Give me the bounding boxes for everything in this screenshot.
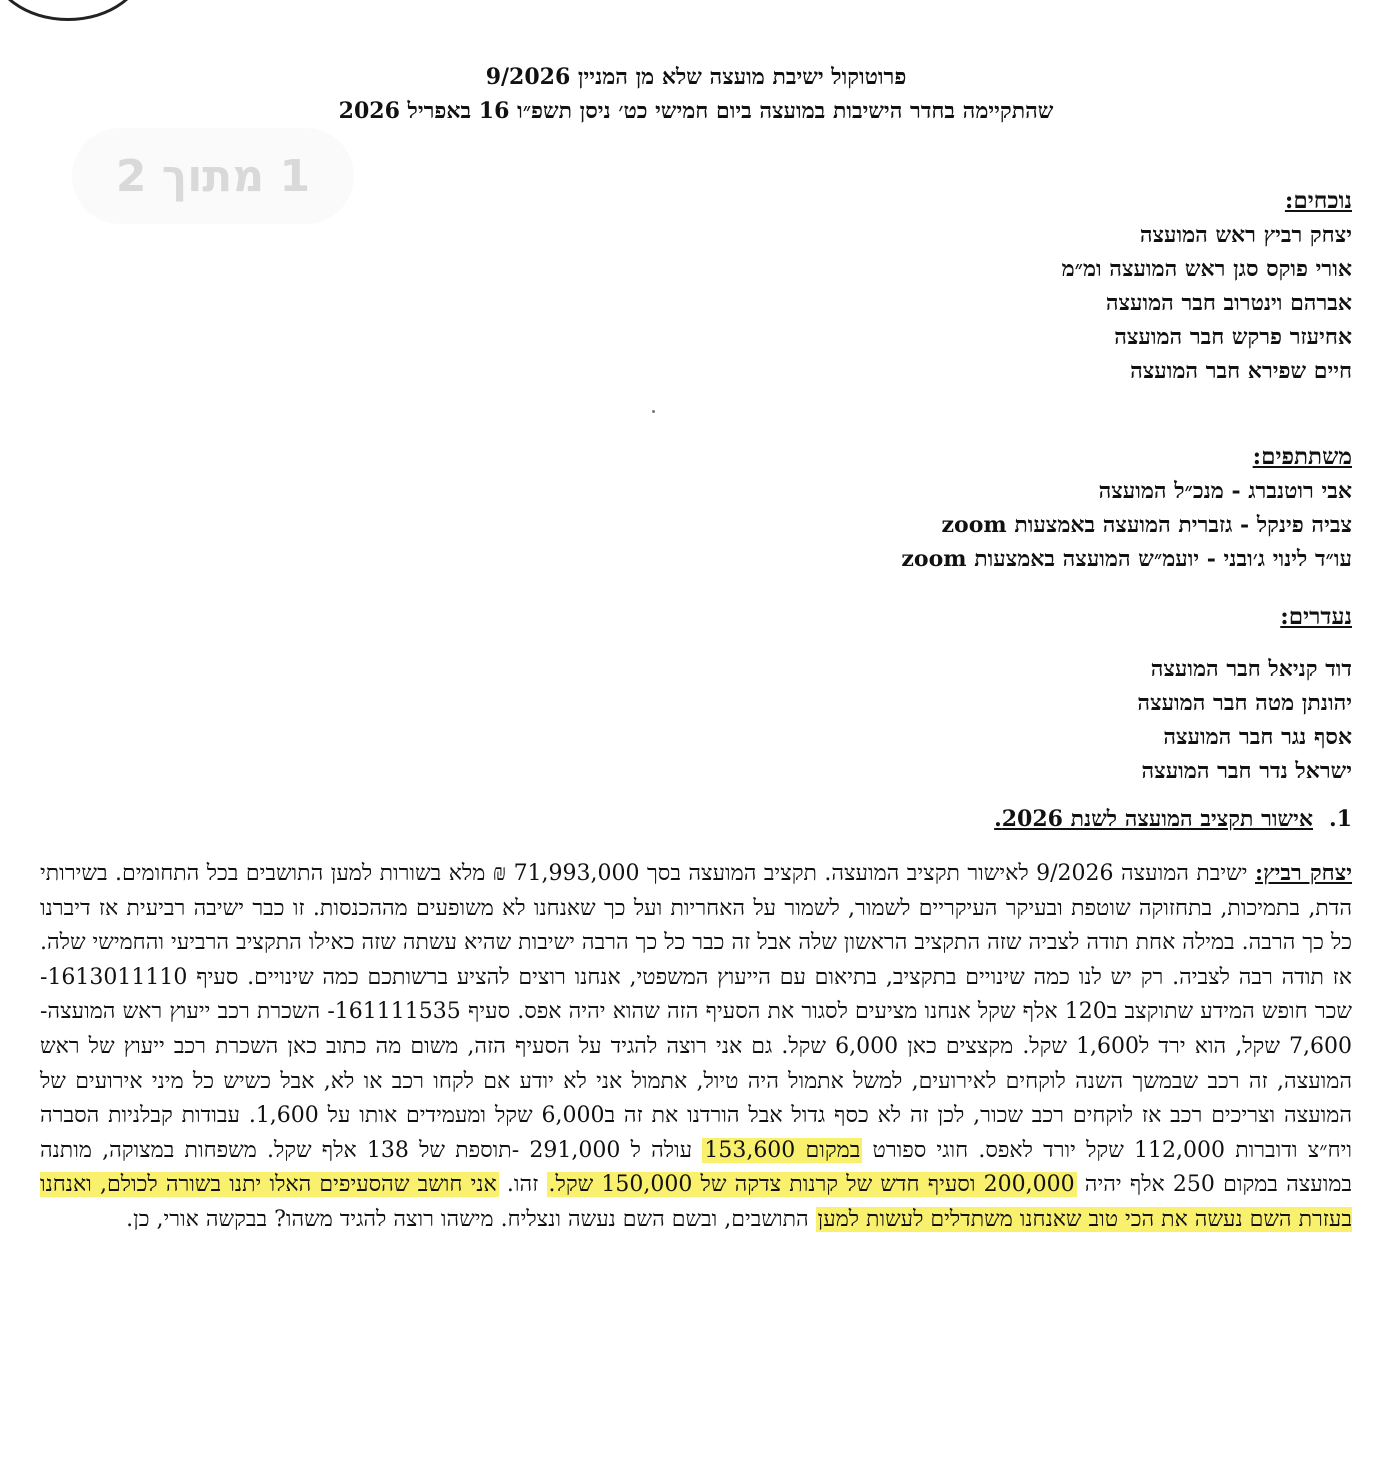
speech-text: עולה ל 291,000 -תוספת של 138 אלף שקל. משפחות במצוקה, מותנה במועצה במקום 250 אלף יהיה: [40, 1137, 1352, 1198]
highlighted-text: 200,000 וסעיף חדש של קרנות צדקה של 150,000 שקל.: [548, 1172, 1075, 1198]
present-member: חיים שפירא חבר המועצה: [1130, 358, 1352, 384]
present-member: יצחק רביץ ראש המועצה: [1139, 222, 1352, 248]
present-member: אורי פוקס סגן ראש המועצה ומ״מ: [1061, 256, 1352, 282]
title-line-2: שהתקיימה בחדר הישיבות במועצה ביום חמישי כט׳ ניסן תשפ״ו 16 באפריל 2026: [338, 98, 1054, 124]
page-counter-label: 1 מתוך 2: [72, 128, 354, 224]
present-heading: נוכחים:: [1284, 187, 1352, 214]
agenda-item-title: אישור תקציב המועצה לשנת 2026.: [994, 806, 1314, 832]
agenda-item-1: [40, 802, 1352, 836]
document-title: [40, 60, 1352, 128]
protocol-document: [40, 60, 1352, 1238]
speech-text: זהו.: [498, 1172, 547, 1198]
participants-heading: משתתפים:: [1252, 443, 1352, 470]
absent-section: [40, 600, 1352, 788]
title-line-1: פרוטוקול ישיבת מועצה שלא מן המניין 9/2026: [485, 64, 907, 90]
present-member: אחיעזר פרקש חבר המועצה: [1114, 324, 1352, 350]
participant: עו״ד לינוי ג׳ובני - יועמ״ש המועצה באמצעות zoom: [901, 546, 1352, 572]
present-member: אברהם וינטרוב חבר המועצה: [1105, 290, 1352, 316]
participants-section: [40, 440, 1352, 576]
absent-member: דוד קניאל חבר המועצה: [1150, 656, 1352, 682]
speaker-name: יצחק רביץ:: [1255, 860, 1352, 886]
participant: אבי רוטנברג - מנכ״ל המועצה: [1098, 478, 1352, 504]
present-section: [40, 184, 1352, 388]
speech-text: ישיבת המועצה 9/2026 לאישור תקציב המועצה. תקציב המועצה בסך 71,993,000 ₪ מלא בשורות למען התושבים בכל התחומים. בשירותי הדת, בתמיכות, בתחזוקה שוטפת ובעיקר העיקריים לשמור, לשמור על האחריות ועל כך שאנחנו לא משופעים מההכנסות. זו כבר ישיבה רביעית אז דיברנו כל כך הרבה. במילה אחת תודה לצביה שזה התקציב הראשון שלה אבל זה כבר כל כך הרבה ישיבות שהיא עשתה שזה כאילו התקציב הרביעי והחמישי שלה. אז תודה רבה לצביה. רק יש לנו כמה שינויים בתקציב, בתיאום עם הייעוץ המשפטי, אנחנו רוצים להציע ברשותכם כמה שינויים. סעיף 1613011110- שכר חופש המידע שתוקצב ב120 אלף שקל אנחנו מציעים לסגור את הסעיף הזה שהוא יהיה אפס. סעיף 161111535- השכרת רכב ייעוץ ראש המועצה- 7,600 שקל, הוא ירד ל1,600 שקל. מקצצים כאן 6,000 שקל. גם אני רוצה להגיד על הסעיף הזה, משום מה כתוב כאן השכרת רכב ייעוץ של ראש המועצה, זה רכב שבמשך השנה לוקחים לאירועים, למשל אתמול היה טיול, אתמול אני לא יודע אם לקחו רכב או לא, אבל כשיש כל מיני אירועים של המועצה וצריכים רכב אז לוקחים רכב שכור, לכן זה לא כסף גדול אבל הורדנו את זה ב6,000 שקל ומעמידים אותו על 1,600. עבודות קבלניות הסברה ויח״צ ודוברות 112,000 שקל יורד לאפס. חוגי ספורט: [40, 861, 1353, 1163]
absent-member: ישראל נדר חבר המועצה: [1141, 758, 1352, 784]
speech-text: התושבים, ובשם השם נעשה ונצליח. מישהו רוצה להגיד משהו? בבקשה אורי, כן.: [126, 1206, 816, 1232]
absent-member: יהונתן מטה חבר המועצה: [1137, 690, 1352, 716]
stamp-seal: [0, 0, 146, 21]
participant: צביה פינקל - גזברית המועצה באמצעות zoom: [941, 512, 1352, 538]
highlighted-text: אני חושב שהסעיפים האלו יתנו בשורה לכולם, ואנחנו בעזרת השם נעשה את הכי טוב שאנחנו משתדלים לעשות למען: [40, 1172, 1352, 1232]
speech-paragraph: [40, 856, 1352, 1238]
highlighted-text: במקום 153,600: [704, 1137, 861, 1163]
agenda-item-number: 1.: [1329, 806, 1352, 832]
absent-member: אסף נגר חבר המועצה: [1163, 724, 1352, 750]
absent-heading: נעדרים:: [1280, 603, 1352, 630]
